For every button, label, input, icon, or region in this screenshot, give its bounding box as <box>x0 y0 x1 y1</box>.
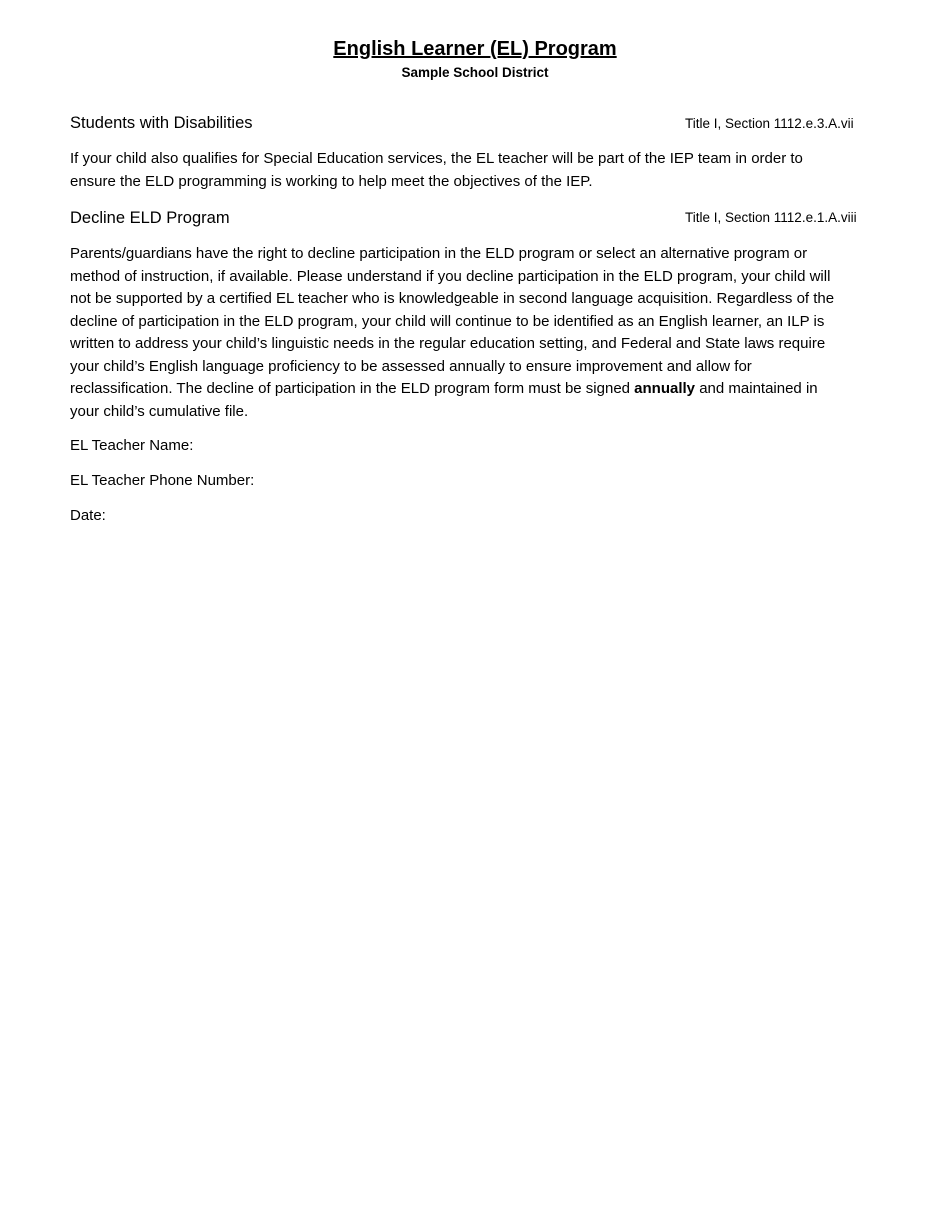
document-subtitle: Sample School District <box>401 65 549 80</box>
date-label: Date: <box>70 507 106 524</box>
teacher-phone-label: EL Teacher Phone Number: <box>70 472 255 489</box>
paragraph-text: reclassification. The decline of participation in the ELD program form must be signed <box>70 380 635 397</box>
section-heading-students-with-disabilities: Students with Disabilities <box>70 114 253 132</box>
paragraph-line: Parents/guardians have the right to decline participation in the ELD program or select an alternative program or <box>70 245 808 262</box>
paragraph-text: and maintained in <box>695 380 818 397</box>
section-reference-students-with-disabilities: Title I, Section 1112.e.3.A.vii <box>685 116 854 131</box>
teacher-name-label: EL Teacher Name: <box>70 437 194 454</box>
paragraph-line: written to address your child’s linguistic needs in the regular education setting, and Federal and State laws require <box>70 335 826 352</box>
section-reference-decline-eld-program: Title I, Section 1112.e.1.A.viii <box>685 210 857 225</box>
paragraph-line: decline of participation in the ELD program, your child will continue to be identified as an English learner, an ILP is <box>70 312 825 330</box>
emphasis-annually: annually <box>634 380 696 397</box>
paragraph-students-with-disabilities <box>70 148 880 193</box>
document-title: English Learner (EL) Program <box>333 38 617 60</box>
paragraph-line: not be supported by a certified EL teacher who is knowledgeable in second language acquisition. Regardless of the <box>70 290 835 307</box>
paragraph-line-with-emphasis <box>70 378 880 401</box>
paragraph-line: method of instruction, if available. Please understand if you decline participation in the ELD program, your child will <box>70 267 831 285</box>
paragraph-decline-eld-program <box>70 243 880 423</box>
paragraph-line: If your child also qualifies for Special Education services, the EL teacher will be part of the IEP team in order to <box>70 150 803 167</box>
paragraph-line: your child’s cumulative file. <box>70 402 249 420</box>
paragraph-line: your child’s English language proficiency to be assessed annually to ensure improvement and allow for <box>70 357 752 375</box>
paragraph-line: ensure the ELD programming is working to help meet the objectives of the IEP. <box>70 172 593 190</box>
section-heading-decline-eld-program: Decline ELD Program <box>70 209 230 227</box>
